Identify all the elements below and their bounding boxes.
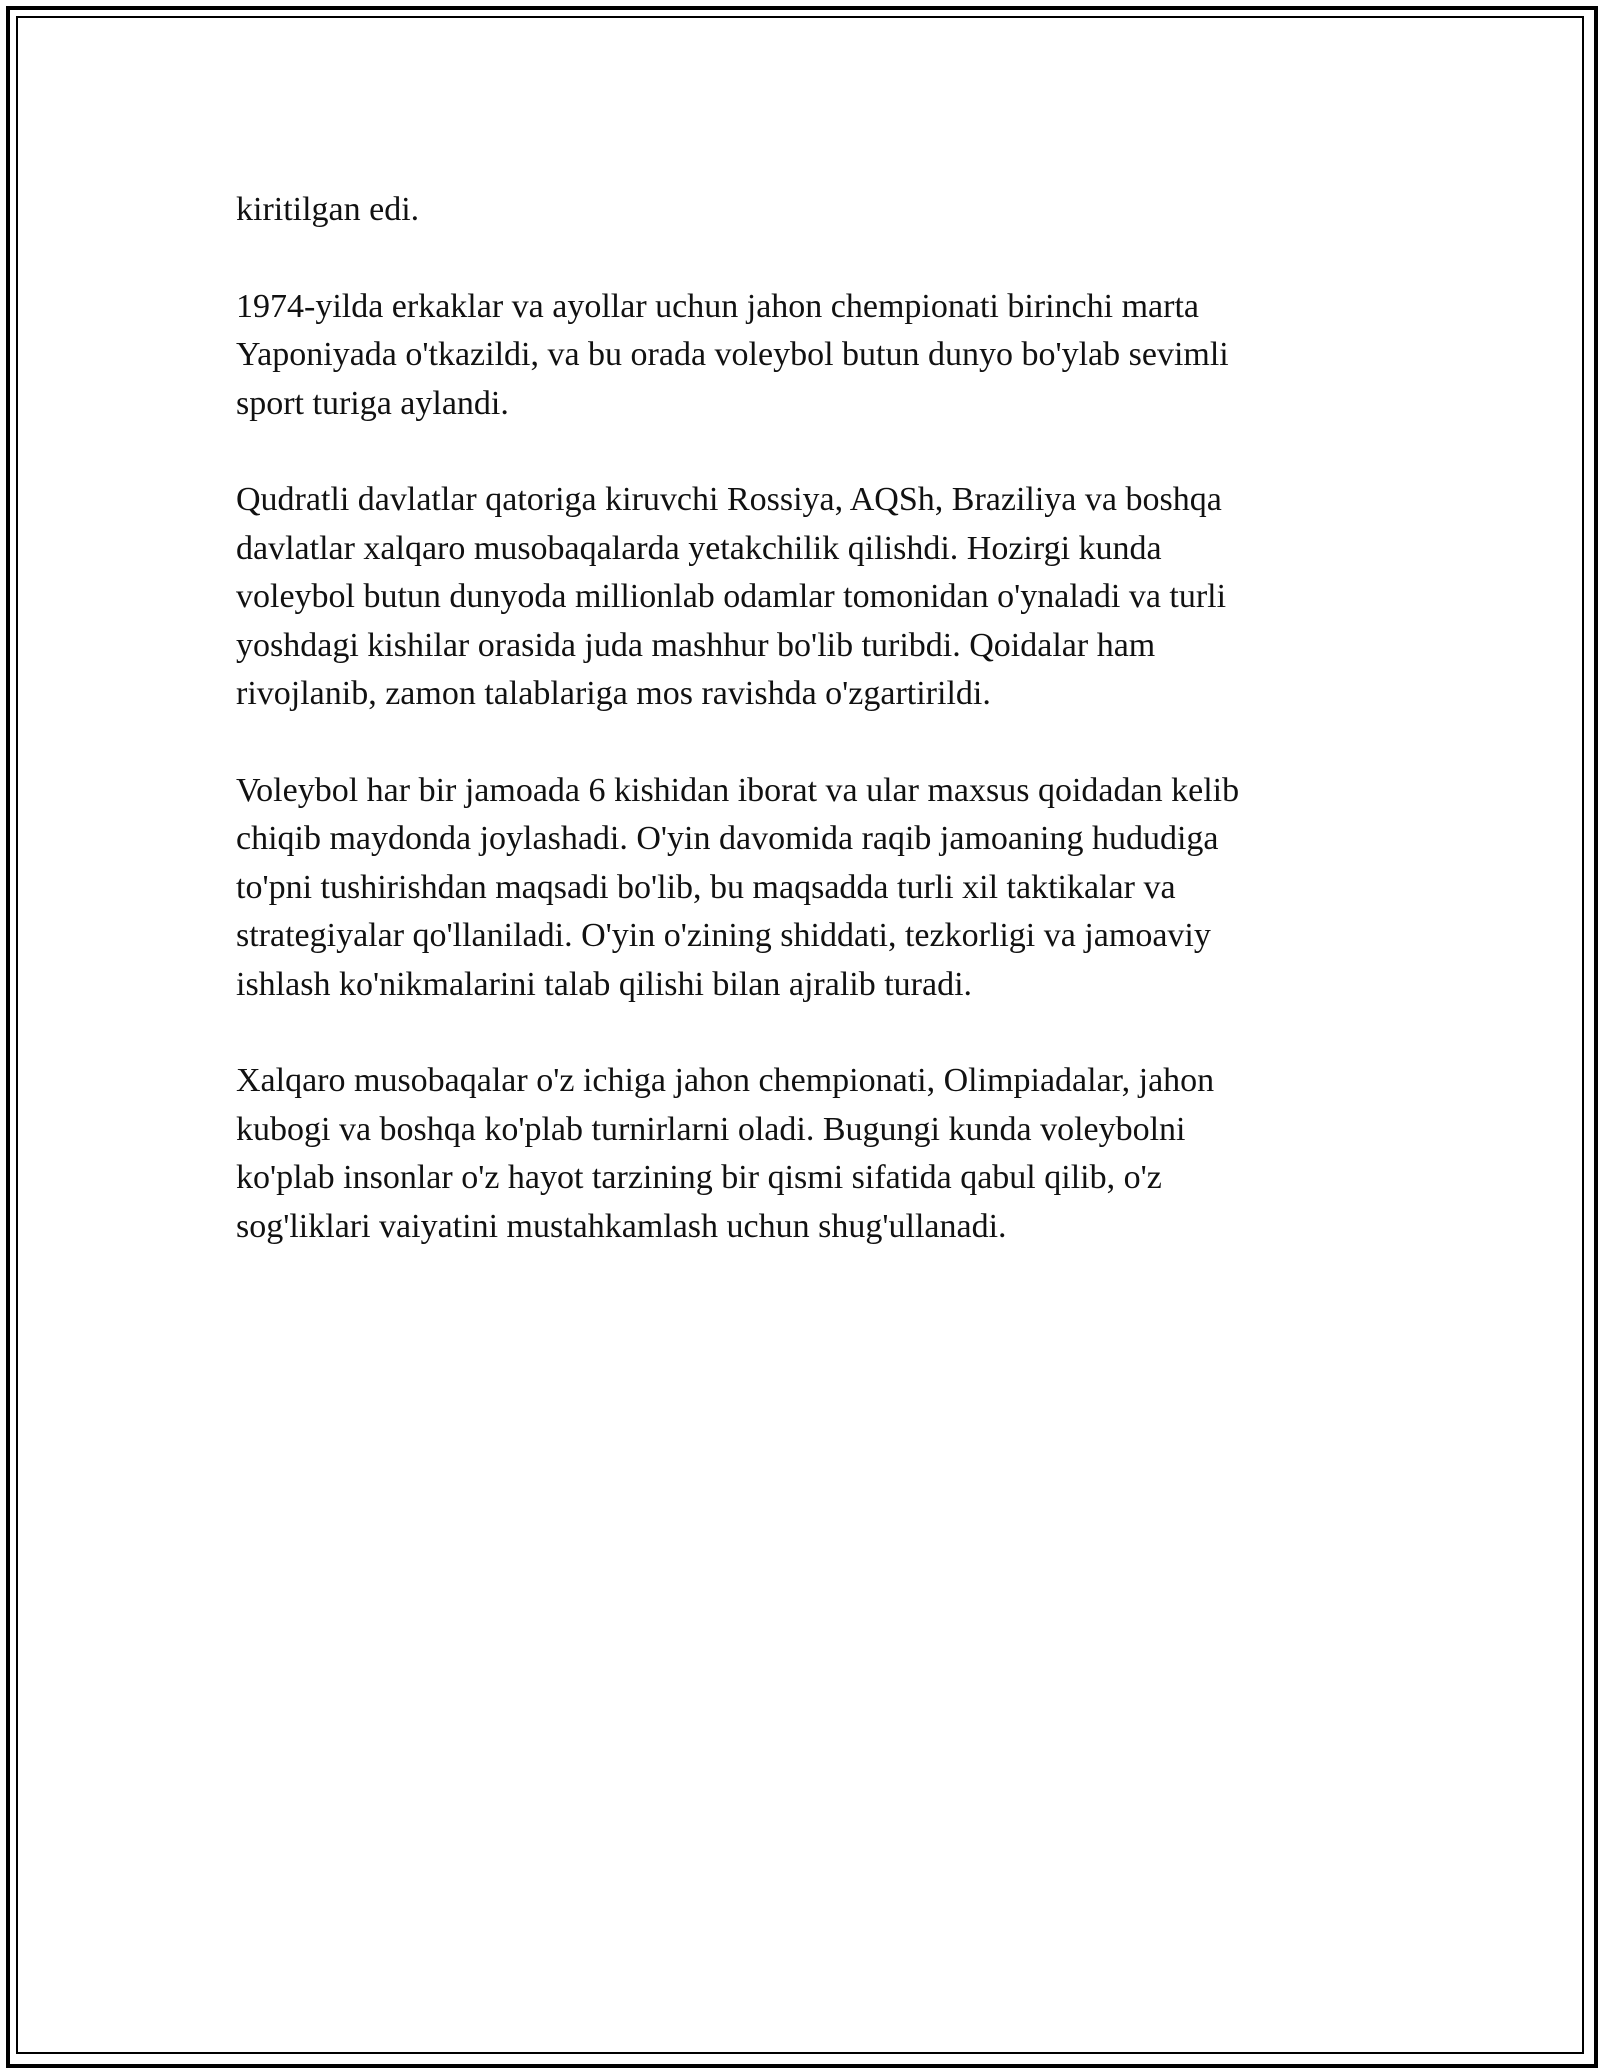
paragraph-world-championship: 1974-yilda erkaklar va ayollar uchun jahon chempionati birinchi marta Yaponiyada o'tkazildi, va bu orada voleybol butun dunyo bo'ylab sevimli sport turiga aylandi. bbox=[236, 287, 1229, 422]
document-body bbox=[236, 186, 1356, 1299]
paragraph-leading-countries: Qudratli davlatlar qatoriga kiruvchi Rossiya, AQSh, Braziliya va boshqa davlatlar xalqaro musobaqalarda yetakchilik qilishdi. Hozirgi kunda voleybol butun dunyoda millionlab odamlar tomonidan o'ynaladi va turli yoshdagi kishilar orasida juda mashhur bo'lib turibdi. Qoidalar ham rivojlanib, zamon talablariga mos ravishda o'zgartirildi. bbox=[236, 481, 1227, 712]
paragraph-international-competitions: Xalqaro musobaqalar o'z ichiga jahon chempionati, Olimpiadalar, jahon kubogi va boshqa ko'plab turnirlarni oladi. Bugungi kunda voleybolni ko'plab insonlar o'z hayot tarzining bir qismi sifatida qabul qilib, o'z sog'liklari vaiyatini mustahkamlash uchun shug'ullanadi. bbox=[236, 1062, 1215, 1245]
paragraph-continuation: kiritilgan edi. bbox=[236, 191, 420, 228]
paragraph-team-rules: Voleybol har bir jamoada 6 kishidan iborat va ular maxsus qoidadan kelib chiqib maydonda joylashadi. O'yin davomida raqib jamoaning hududiga to'pni tushirishdan maqsadi bo'lib, bu maqsadda turli xil taktikalar va strategiyalar qo'llaniladi. O'yin o'zining shiddati, tezkorligi va jamoaviy ishlash ko'nikmalarini talab qilishi bilan ajralib turadi. bbox=[236, 771, 1240, 1003]
